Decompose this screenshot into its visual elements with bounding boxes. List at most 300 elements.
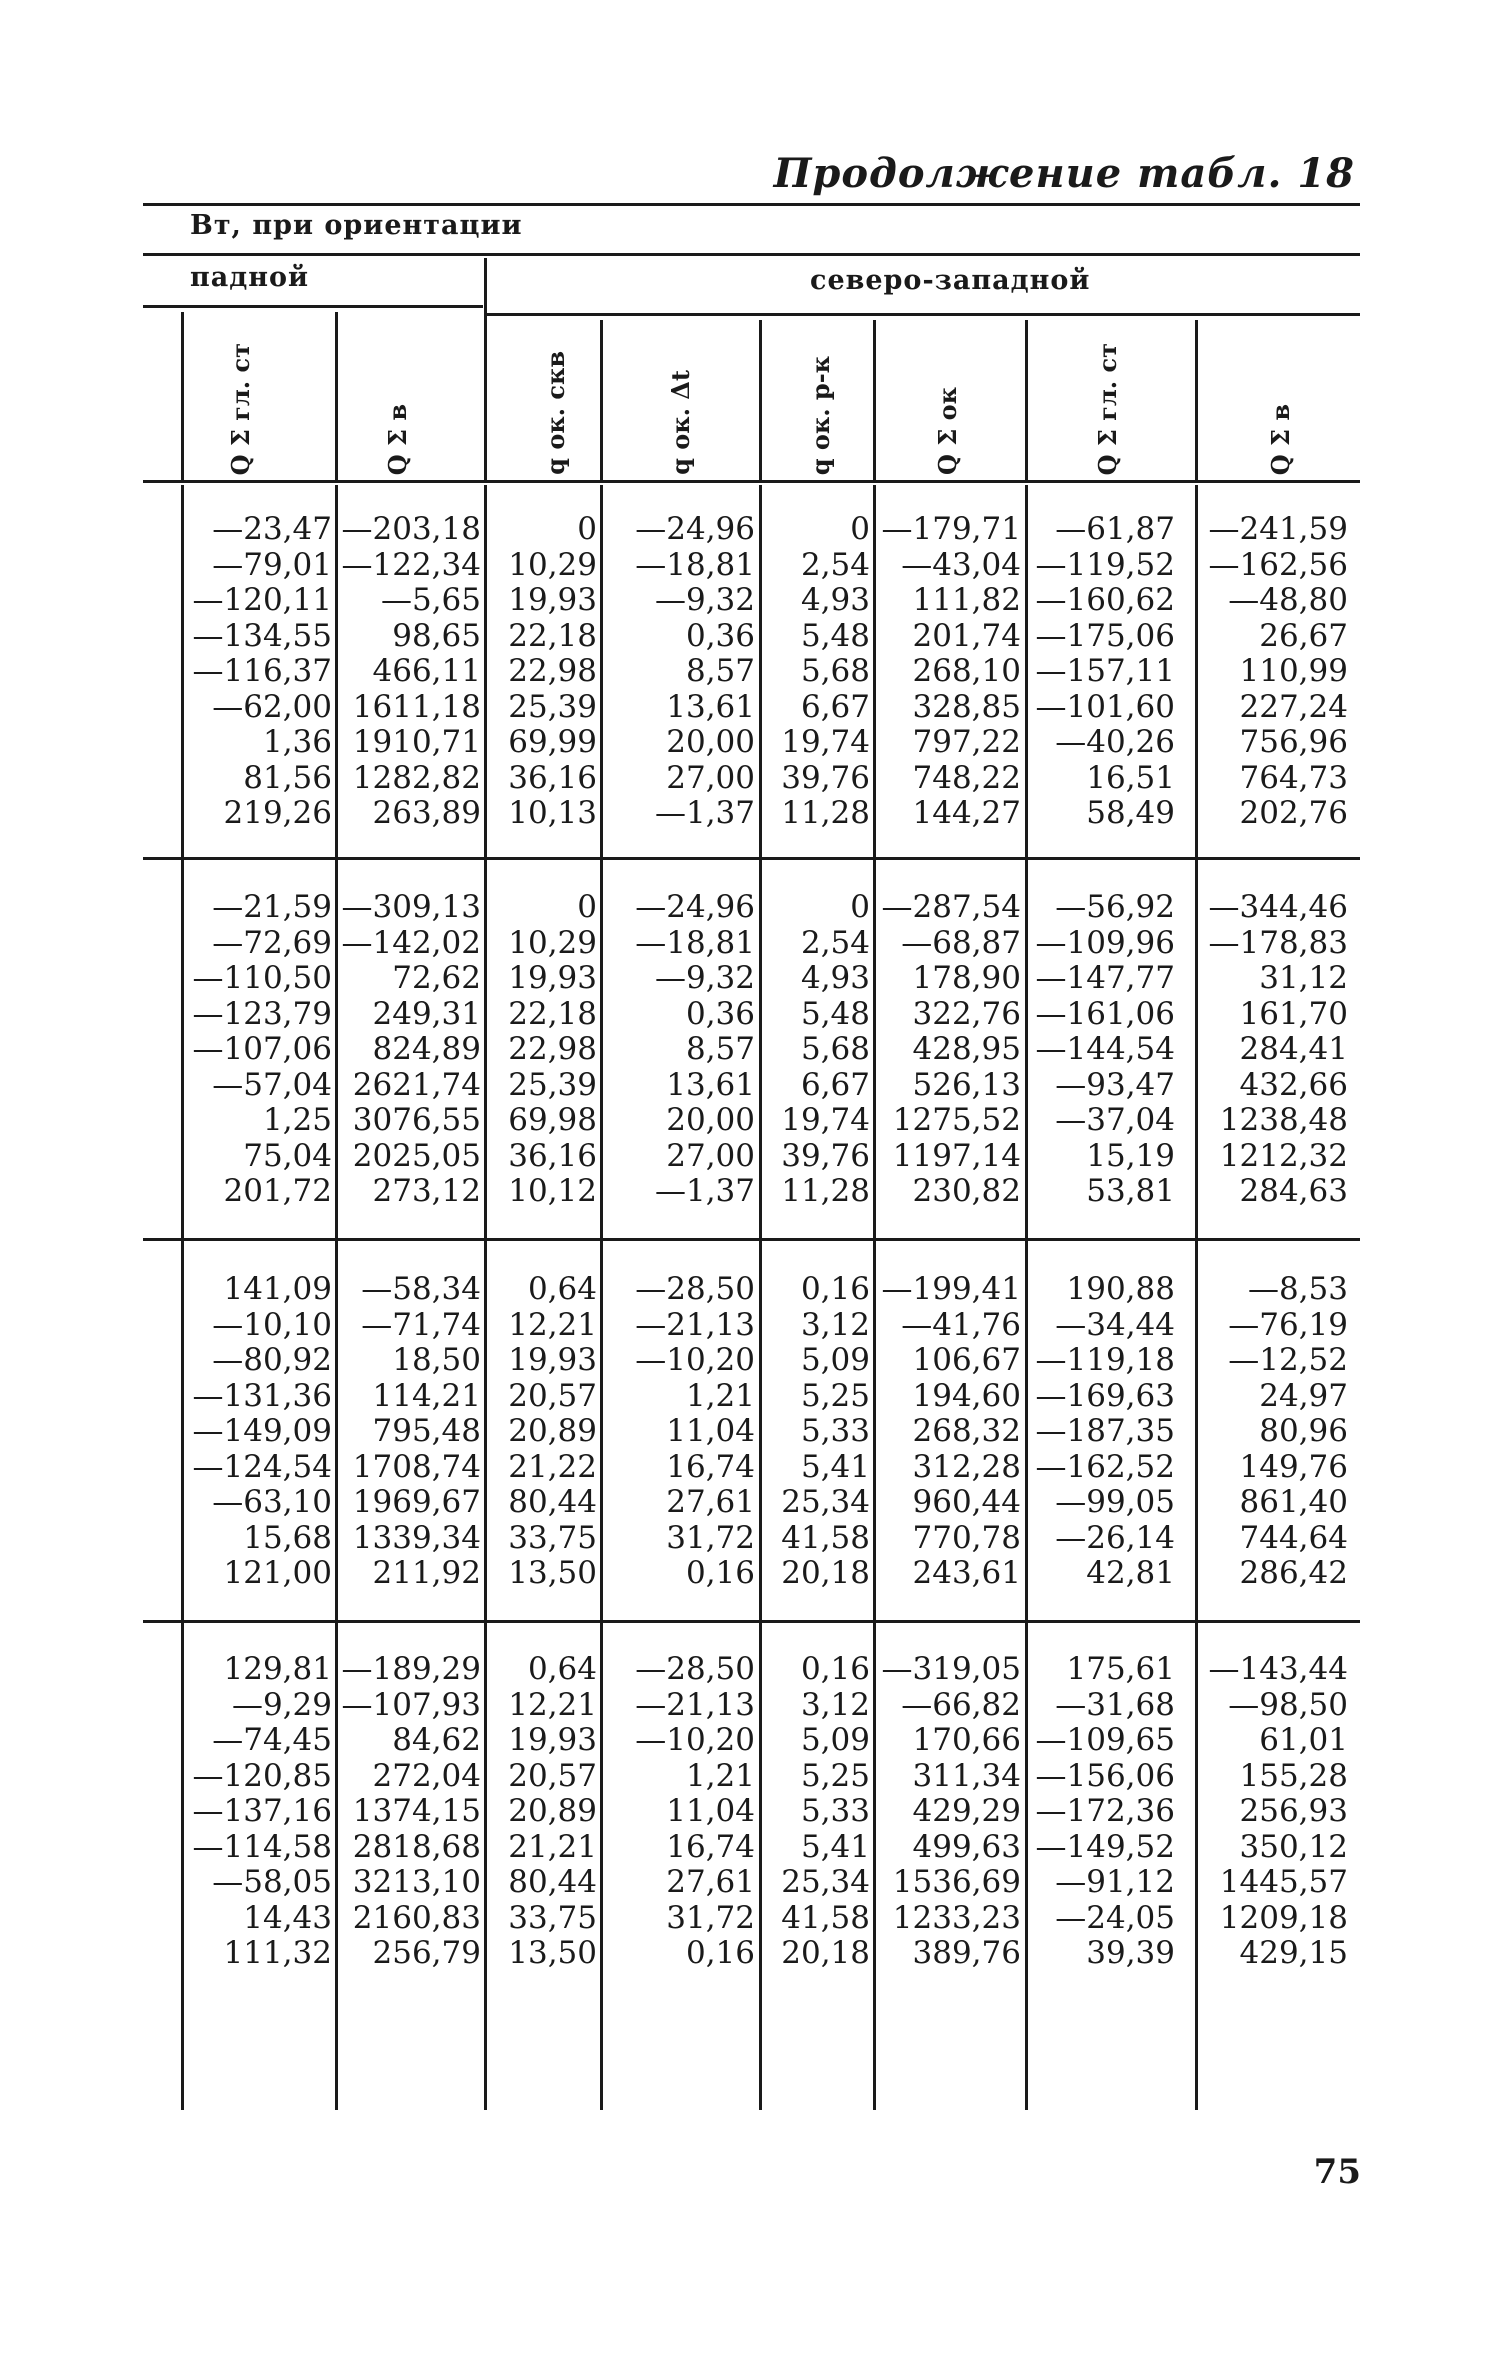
- table-cell: 2025,05: [352, 1137, 481, 1174]
- block-separator: [143, 1620, 1360, 1623]
- table-cell: 111,32: [223, 1935, 332, 1971]
- column-header: [1255, 335, 1305, 475]
- table-cell: —57,04: [212, 1066, 332, 1103]
- table-cell: 0,36: [685, 617, 755, 654]
- table-cell: 429,15: [1239, 1935, 1348, 1971]
- table-cell: 13,50: [508, 1935, 597, 1971]
- table-cell: —21,13: [635, 1306, 755, 1343]
- table-cell: 31,72: [666, 1899, 755, 1936]
- table-cell: 16,74: [666, 1828, 755, 1865]
- table-cell: 256,93: [1239, 1793, 1348, 1829]
- table-cell: —137,16: [192, 1793, 332, 1829]
- table-cell: —66,82: [901, 1686, 1021, 1723]
- table-cell: 21,22: [508, 1448, 597, 1485]
- table-cell: 312,28: [912, 1448, 1021, 1485]
- table-cell: 22,18: [508, 995, 597, 1032]
- table-cell: 5,41: [800, 1828, 870, 1865]
- table-cell: 1374,15: [352, 1793, 481, 1829]
- table-cell: 202,76: [1239, 795, 1348, 831]
- table-cell: 6,67: [800, 1066, 870, 1103]
- table-cell: 19,74: [781, 1102, 870, 1138]
- column-header-label: Q Σ в: [382, 403, 412, 475]
- table-cell: —98,50: [1228, 1686, 1348, 1723]
- column-header-label: Q Σ гл. ст: [1092, 342, 1122, 475]
- table-cell: —91,12: [1055, 1864, 1175, 1900]
- column-header: [372, 335, 422, 475]
- table-cell: 350,12: [1239, 1828, 1348, 1865]
- table-cell: 72,62: [392, 960, 481, 996]
- table-cell: 3076,55: [352, 1102, 481, 1138]
- table-cell: 18,50: [392, 1342, 481, 1378]
- header-rule-2-right: [485, 313, 1360, 316]
- table-cell: —149,09: [192, 1413, 332, 1449]
- table-cell: 1910,71: [352, 724, 481, 760]
- table-cell: 19,93: [508, 1342, 597, 1378]
- table-cell: 39,76: [781, 1137, 870, 1174]
- table-cell: 1282,82: [352, 759, 481, 796]
- table-cell: 5,33: [800, 1793, 870, 1829]
- table-cell: 3,12: [800, 1686, 870, 1723]
- table-cell: 1339,34: [352, 1519, 481, 1556]
- table-cell: —62,00: [212, 688, 332, 725]
- table-cell: 12,21: [508, 1686, 597, 1723]
- table-cell: —319,05: [881, 1651, 1021, 1687]
- table-cell: —72,69: [212, 924, 332, 961]
- table-cell: 1233,23: [892, 1899, 1021, 1936]
- table-cell: —131,36: [192, 1377, 332, 1414]
- table-cell: 155,28: [1239, 1757, 1348, 1794]
- table-cell: —134,55: [192, 617, 332, 654]
- table-cell: —9,29: [231, 1686, 332, 1723]
- table-cell: —58,34: [361, 1271, 481, 1307]
- table-cell: —76,19: [1228, 1306, 1348, 1343]
- table-cell: 20,89: [508, 1413, 597, 1449]
- table-cell: 219,26: [223, 795, 332, 831]
- top-rule: [143, 203, 1360, 206]
- table-cell: 81,56: [243, 759, 332, 796]
- table-cell: —149,52: [1035, 1828, 1175, 1865]
- table-cell: —144,54: [1035, 1031, 1175, 1067]
- table-cell: —156,06: [1035, 1757, 1175, 1794]
- table-cell: 11,04: [666, 1413, 755, 1449]
- table-cell: —24,05: [1055, 1899, 1175, 1936]
- table-cell: 2,54: [800, 546, 870, 583]
- table-cell: —56,92: [1055, 889, 1175, 925]
- table-cell: —189,29: [341, 1651, 481, 1687]
- table-cell: —107,93: [341, 1686, 481, 1723]
- table-cell: 80,44: [508, 1484, 597, 1520]
- table-cell: 8,57: [685, 653, 755, 689]
- table-cell: 5,25: [800, 1757, 870, 1794]
- table-cell: 211,92: [372, 1555, 481, 1591]
- table-cell: —178,83: [1208, 924, 1348, 961]
- table-cell: —120,11: [192, 582, 332, 618]
- table-cell: —99,05: [1055, 1484, 1175, 1520]
- table-cell: —123,79: [192, 995, 332, 1032]
- table-cell: —63,10: [212, 1484, 332, 1520]
- table-cell: 227,24: [1239, 688, 1348, 725]
- table-cell: —34,44: [1055, 1306, 1175, 1343]
- block-separator: [143, 857, 1360, 860]
- table-cell: 24,97: [1259, 1377, 1348, 1414]
- table-cell: —1,37: [654, 795, 755, 831]
- table-cell: —79,01: [212, 546, 332, 583]
- table-cell: 243,61: [912, 1555, 1021, 1591]
- table-cell: 36,16: [508, 759, 597, 796]
- table-cell: 22,98: [508, 1031, 597, 1067]
- column-divider: [873, 320, 876, 480]
- table-cell: 861,40: [1239, 1484, 1348, 1520]
- table-cell: 8,57: [685, 1031, 755, 1067]
- table-cell: 20,18: [781, 1935, 870, 1971]
- table-cell: —10,10: [212, 1306, 332, 1343]
- table-cell: 1212,32: [1219, 1137, 1348, 1174]
- table-cell: 256,79: [372, 1935, 481, 1971]
- table-cell: 432,66: [1239, 1066, 1348, 1103]
- table-cell: 25,39: [508, 1066, 597, 1103]
- table-cell: 26,67: [1259, 617, 1348, 654]
- table-cell: 36,16: [508, 1137, 597, 1174]
- table-cell: —31,68: [1055, 1686, 1175, 1723]
- table-cell: —5,65: [380, 582, 481, 618]
- table-cell: —24,96: [635, 889, 755, 925]
- table-cell: 273,12: [372, 1173, 481, 1209]
- table-cell: 1238,48: [1219, 1102, 1348, 1138]
- table-cell: —147,77: [1035, 960, 1175, 996]
- table-cell: 389,76: [912, 1935, 1021, 1971]
- column-header-label: Q Σ в: [1265, 403, 1295, 475]
- table-cell: 20,89: [508, 1793, 597, 1829]
- table-cell: 98,65: [392, 617, 481, 654]
- table-cell: 311,34: [912, 1757, 1021, 1794]
- table-cell: 5,25: [800, 1377, 870, 1414]
- table-cell: —12,52: [1228, 1342, 1348, 1378]
- table-cell: —58,05: [212, 1864, 332, 1900]
- table-cell: —287,54: [881, 889, 1021, 925]
- table-cell: 69,99: [508, 724, 597, 760]
- table-cell: —142,02: [341, 924, 481, 961]
- table-cell: 12,21: [508, 1306, 597, 1343]
- table-cell: 249,31: [372, 995, 481, 1032]
- table-cell: 328,85: [912, 688, 1021, 725]
- table-cell: 10,29: [508, 924, 597, 961]
- table-cell: 284,41: [1239, 1031, 1348, 1067]
- column-divider: [1025, 320, 1028, 480]
- table-cell: 10,29: [508, 546, 597, 583]
- table-cell: 201,72: [223, 1173, 332, 1209]
- table-cell: 21,21: [508, 1828, 597, 1865]
- table-cell: 466,11: [372, 653, 481, 689]
- table-cell: —119,52: [1035, 546, 1175, 583]
- table-cell: 20,18: [781, 1555, 870, 1591]
- table-cell: 4,93: [800, 960, 870, 996]
- column-header: [655, 335, 705, 475]
- table-cell: 22,18: [508, 617, 597, 654]
- table-cell: 2160,83: [352, 1899, 481, 1936]
- table-cell: —160,62: [1035, 582, 1175, 618]
- table-cell: 11,04: [666, 1793, 755, 1829]
- table-caption: Продолжение табл. 18: [773, 150, 1355, 197]
- table-cell: —179,71: [881, 511, 1021, 547]
- table-cell: 53,81: [1086, 1173, 1175, 1209]
- table-cell: 756,96: [1239, 724, 1348, 760]
- table-cell: —187,35: [1035, 1413, 1175, 1449]
- table-cell: 1,25: [262, 1102, 332, 1138]
- column-header: [922, 335, 972, 475]
- table-cell: 20,00: [666, 724, 755, 760]
- table-cell: 268,10: [912, 653, 1021, 689]
- table-cell: —26,14: [1055, 1519, 1175, 1556]
- table-cell: 0: [577, 511, 597, 547]
- table-cell: 0,16: [800, 1651, 870, 1687]
- table-cell: 27,00: [666, 759, 755, 796]
- table-cell: —124,54: [192, 1448, 332, 1485]
- table-cell: 286,42: [1239, 1555, 1348, 1591]
- table-cell: 6,67: [800, 688, 870, 725]
- table-cell: 16,51: [1086, 759, 1175, 796]
- table-cell: 20,00: [666, 1102, 755, 1138]
- table-cell: 5,09: [800, 1342, 870, 1378]
- table-cell: 141,09: [223, 1271, 332, 1307]
- table-cell: 69,98: [508, 1102, 597, 1138]
- table-cell: 27,61: [666, 1484, 755, 1520]
- table-cell: 161,70: [1239, 995, 1348, 1032]
- orientation-right-label: северо-западной: [810, 265, 1091, 296]
- table-cell: —21,59: [212, 889, 332, 925]
- table-cell: 4,93: [800, 582, 870, 618]
- table-cell: 19,93: [508, 960, 597, 996]
- table-cell: 1,36: [262, 724, 332, 760]
- column-divider: [1195, 320, 1198, 480]
- table-cell: —101,60: [1035, 688, 1175, 725]
- table-cell: 0,36: [685, 995, 755, 1032]
- table-cell: 25,34: [781, 1864, 870, 1900]
- table-cell: 39,39: [1086, 1935, 1175, 1971]
- table-cell: 230,82: [912, 1173, 1021, 1209]
- table-cell: —162,52: [1035, 1448, 1175, 1485]
- table-cell: 3,12: [800, 1306, 870, 1343]
- table-cell: —28,50: [635, 1651, 755, 1687]
- table-cell: 0,16: [685, 1935, 755, 1971]
- table-cell: 272,04: [372, 1757, 481, 1794]
- table-cell: 5,68: [800, 653, 870, 689]
- column-divider: [484, 258, 487, 480]
- table-cell: —114,58: [192, 1828, 332, 1865]
- table-cell: 744,64: [1239, 1519, 1348, 1556]
- table-cell: 27,61: [666, 1864, 755, 1900]
- table-cell: 110,99: [1239, 653, 1348, 689]
- table-cell: 111,82: [912, 582, 1021, 618]
- table-cell: 1275,52: [892, 1102, 1021, 1138]
- table-cell: 0: [577, 889, 597, 925]
- table-cell: 15,19: [1086, 1137, 1175, 1174]
- table-cell: —157,11: [1035, 653, 1175, 689]
- table-cell: —9,32: [654, 960, 755, 996]
- table-cell: 0,64: [527, 1271, 597, 1307]
- table-cell: 2818,68: [352, 1828, 481, 1865]
- table-cell: 268,32: [912, 1413, 1021, 1449]
- table-cell: 84,62: [392, 1722, 481, 1758]
- table-cell: 201,74: [912, 617, 1021, 654]
- table-cell: 121,00: [223, 1555, 332, 1591]
- table-cell: 1445,57: [1219, 1864, 1348, 1900]
- table-cell: —18,81: [635, 924, 755, 961]
- table-cell: 13,61: [666, 688, 755, 725]
- table-cell: 39,76: [781, 759, 870, 796]
- column-header: [530, 335, 580, 475]
- table-cell: —10,20: [635, 1342, 755, 1378]
- table-cell: 0,16: [685, 1555, 755, 1591]
- table-cell: —68,87: [901, 924, 1021, 961]
- column-header-label: q ок. Δt: [665, 370, 695, 475]
- table-cell: 22,98: [508, 653, 597, 689]
- table-cell: 75,04: [243, 1137, 332, 1174]
- table-cell: 42,81: [1086, 1555, 1175, 1591]
- table-cell: —93,47: [1055, 1066, 1175, 1103]
- table-cell: 58,49: [1086, 795, 1175, 831]
- table-cell: 170,66: [912, 1722, 1021, 1758]
- table-cell: 144,27: [912, 795, 1021, 831]
- table-cell: 19,74: [781, 724, 870, 760]
- column-header-label: q ок. р-к: [805, 355, 835, 475]
- table-cell: 1197,14: [892, 1137, 1021, 1174]
- table-cell: 25,34: [781, 1484, 870, 1520]
- table-cell: 5,09: [800, 1722, 870, 1758]
- table-cell: —24,96: [635, 511, 755, 547]
- table-cell: 19,93: [508, 582, 597, 618]
- table-cell: 190,88: [1066, 1271, 1175, 1307]
- column-header: [215, 335, 265, 475]
- table-cell: 0,64: [527, 1651, 597, 1687]
- table-cell: —309,13: [341, 889, 481, 925]
- table-cell: 2621,74: [352, 1066, 481, 1103]
- table-cell: 129,81: [223, 1651, 332, 1687]
- column-divider: [181, 312, 184, 480]
- table-cell: 31,72: [666, 1519, 755, 1556]
- table-cell: 41,58: [781, 1899, 870, 1936]
- table-cell: 764,73: [1239, 759, 1348, 796]
- table-cell: —40,26: [1055, 724, 1175, 760]
- table-cell: 20,57: [508, 1377, 597, 1414]
- table-cell: 14,43: [243, 1899, 332, 1936]
- page-number: 75: [1313, 2152, 1361, 2192]
- table-cell: —1,37: [654, 1173, 755, 1209]
- table-cell: —9,32: [654, 582, 755, 618]
- column-header: [1082, 335, 1132, 475]
- table-cell: —74,45: [212, 1722, 332, 1758]
- table-cell: 797,22: [912, 724, 1021, 760]
- table-cell: —119,18: [1035, 1342, 1175, 1378]
- table-cell: 10,13: [508, 795, 597, 831]
- table-cell: —37,04: [1055, 1102, 1175, 1138]
- table-cell: 0: [850, 889, 870, 925]
- table-cell: —169,63: [1035, 1377, 1175, 1414]
- table-cell: 1,21: [685, 1757, 755, 1794]
- table-cell: —110,50: [192, 960, 332, 996]
- table-cell: 5,48: [800, 617, 870, 654]
- header-rule-1: [143, 253, 1360, 256]
- table-cell: 33,75: [508, 1519, 597, 1556]
- table-cell: 1536,69: [892, 1864, 1021, 1900]
- column-header-label: Q Σ ок: [932, 387, 962, 475]
- table-cell: 526,13: [912, 1066, 1021, 1103]
- table-cell: —172,36: [1035, 1793, 1175, 1829]
- table-cell: —120,85: [192, 1757, 332, 1794]
- table-cell: —143,44: [1208, 1651, 1348, 1687]
- table-cell: 5,41: [800, 1448, 870, 1485]
- header-bottom-rule: [143, 480, 1360, 483]
- table-cell: 263,89: [372, 795, 481, 831]
- table-cell: 41,58: [781, 1519, 870, 1556]
- column-header-label: q ок. скв: [540, 351, 570, 475]
- column-divider: [600, 320, 603, 480]
- table-cell: 322,76: [912, 995, 1021, 1032]
- table-cell: —71,74: [361, 1306, 481, 1343]
- table-cell: —203,18: [341, 511, 481, 547]
- table-cell: 10,12: [508, 1173, 597, 1209]
- table-cell: 106,67: [912, 1342, 1021, 1378]
- table-cell: 1209,18: [1219, 1899, 1348, 1936]
- column-header: [795, 335, 845, 475]
- table-cell: —241,59: [1208, 511, 1348, 547]
- table-cell: 61,01: [1259, 1722, 1348, 1758]
- table-cell: 3213,10: [352, 1864, 481, 1900]
- table-cell: 19,93: [508, 1722, 597, 1758]
- table-cell: 175,61: [1066, 1651, 1175, 1687]
- units-label: Вт, при ориентации: [190, 210, 523, 241]
- table-cell: —41,76: [901, 1306, 1021, 1343]
- table-cell: 428,95: [912, 1031, 1021, 1067]
- table-cell: —162,56: [1208, 546, 1348, 583]
- table-cell: —199,41: [881, 1271, 1021, 1307]
- table-cell: —43,04: [901, 546, 1021, 583]
- table-cell: 13,61: [666, 1066, 755, 1103]
- table-cell: 13,50: [508, 1555, 597, 1591]
- table-cell: 33,75: [508, 1899, 597, 1936]
- table-cell: 178,90: [912, 960, 1021, 996]
- column-divider: [759, 320, 762, 480]
- table-cell: —28,50: [635, 1271, 755, 1307]
- table-cell: 15,68: [243, 1519, 332, 1556]
- table-cell: —18,81: [635, 546, 755, 583]
- table-cell: —61,87: [1055, 511, 1175, 547]
- table-cell: 1611,18: [352, 688, 481, 725]
- table-cell: 770,78: [912, 1519, 1021, 1556]
- column-divider: [335, 312, 338, 480]
- table-cell: 114,21: [372, 1377, 481, 1414]
- table-cell: 2,54: [800, 924, 870, 961]
- orientation-left-label: падной: [190, 262, 310, 293]
- table-cell: 1708,74: [352, 1448, 481, 1485]
- table-cell: 11,28: [781, 1173, 870, 1209]
- table-cell: —48,80: [1228, 582, 1348, 618]
- table-cell: 960,44: [912, 1484, 1021, 1520]
- table-cell: —80,92: [212, 1342, 332, 1378]
- header-rule-2-left: [143, 305, 483, 308]
- table-cell: —10,20: [635, 1722, 755, 1758]
- table-cell: 149,76: [1239, 1448, 1348, 1485]
- table-cell: 31,12: [1259, 960, 1348, 996]
- table-cell: —8,53: [1247, 1271, 1348, 1307]
- table-cell: 429,29: [912, 1793, 1021, 1829]
- table-cell: —109,65: [1035, 1722, 1175, 1758]
- table-cell: —23,47: [212, 511, 332, 547]
- table-cell: 11,28: [781, 795, 870, 831]
- column-header-label: Q Σ гл. ст: [225, 342, 255, 475]
- table-cell: 194,60: [912, 1377, 1021, 1414]
- table-cell: 1969,67: [352, 1484, 481, 1520]
- table-cell: —161,06: [1035, 995, 1175, 1032]
